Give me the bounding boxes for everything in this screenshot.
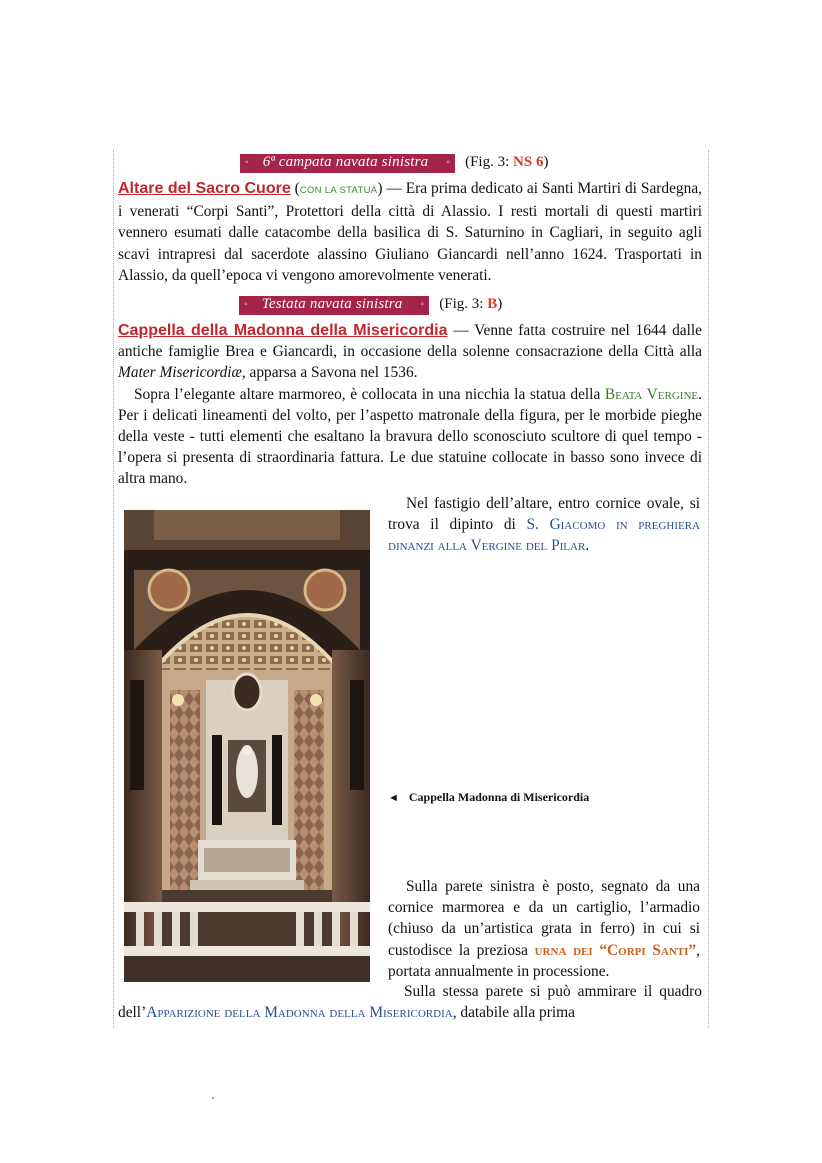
beata-vergine-term: Beata Vergine bbox=[604, 385, 699, 403]
cappella-paragraph: Cappella della Madonna della Misericordia — Venne fatta costruire nel 1644 dalle antiche famiglie Brea e Giancardi, in occasione della solenne consacrazione della Città alla Mater Misericordiæ, apparsa a Savona nel 1536. bbox=[118, 322, 702, 382]
figure-code: B bbox=[487, 296, 498, 313]
statue-paragraph: Sopra l’elegante altare marmoreo, è collocata in una nicchia la statua della Beata Vergine. Per i delicati lineamenti del volto, per l’aspetto matronale della figura, per le morbide pieghe della veste - tutti elementi che esaltano la bravura dello sconosciuto scultore di quel tempo - l’opera si presenta di straordinaria fattura. Le due statuine collocate in basso sono invece di altra mano. bbox=[118, 385, 702, 488]
armadio-paragraph: Sulla parete sinistra è posto, segnato da una cornice marmorea e da un cartiglio, l’armadio (chiuso da un’artistica grata in ferro) in cui si custodisce la preziosa urna dei “Corpi Santi”, portata annualmente in processione. bbox=[388, 878, 700, 980]
quadro-paragraph: Sulla stessa parete si può ammirare il quadro dell’Apparizione della Madonna della Misericordia, databile alla prima bbox=[118, 983, 702, 1022]
section-banner-label: 6ª campata navata sinistra bbox=[262, 154, 429, 171]
page-content bbox=[118, 152, 702, 1022]
section-banner-label: Testata navata sinistra bbox=[261, 296, 403, 313]
figure-code: NS 6 bbox=[513, 154, 544, 171]
section-header-campata bbox=[118, 152, 702, 174]
bullet-icon: ◦ bbox=[446, 157, 451, 169]
section-banner bbox=[239, 296, 429, 315]
bullet-icon: ◦ bbox=[245, 157, 249, 169]
altare-title-link[interactable]: Altare del Sacro Cuore bbox=[118, 180, 291, 197]
right-margin-rule bbox=[708, 150, 709, 1028]
left-margin-rule bbox=[113, 150, 114, 1028]
urna-term: urna dei “Corpi Santi” bbox=[534, 941, 697, 959]
chapel-photo bbox=[124, 510, 370, 982]
bullet-icon: ◦ bbox=[420, 299, 425, 311]
section-banner bbox=[240, 154, 455, 173]
figure-reference: (Fig. 3: B) bbox=[439, 296, 503, 313]
bullet-icon: ◦ bbox=[244, 299, 248, 311]
figure-reference: (Fig. 3: NS 6) bbox=[465, 154, 549, 171]
section-header-testata bbox=[118, 294, 702, 316]
altare-paragraph: Altare del Sacro Cuore (CON LA STATUA) — Era prima dedicato ai Santi Martiri di Sardegna, i venerati “Corpi Santi”, Protettori della città di Alassio. I resti mortali di questi martiri vennero esumati dalle catacombe della basilica di S. Saturnino in Cagliari, in seguito agli scavi intrapresi dal sacerdote alassino Giuliano Giancardi nell’anno 1624. Trasportati in Alassio, da quell’epoca vi vengono amorevolmente venerati. bbox=[118, 180, 702, 284]
pointer-left-icon: ◄ bbox=[388, 792, 399, 804]
scan-speck bbox=[212, 1097, 214, 1099]
cappella-title-link[interactable]: Cappella della Madonna della Misericordia bbox=[118, 322, 448, 340]
altare-note: CON LA STATUA bbox=[299, 185, 378, 196]
apparizione-term: Apparizione della Madonna della Misericordia bbox=[146, 1004, 453, 1022]
s-giacomo-term: S. Giacomo in preghiera dinanzi alla Vergine del Pilar bbox=[388, 516, 700, 555]
photo-caption: ◄ Cappella Madonna di Misericordia bbox=[388, 790, 590, 804]
fastigio-paragraph: Nel fastigio dell’altare, entro cornice ovale, si trova il dipinto di S. Giacomo in preghiera dinanzi alla Vergine del Pilar. bbox=[388, 495, 700, 555]
